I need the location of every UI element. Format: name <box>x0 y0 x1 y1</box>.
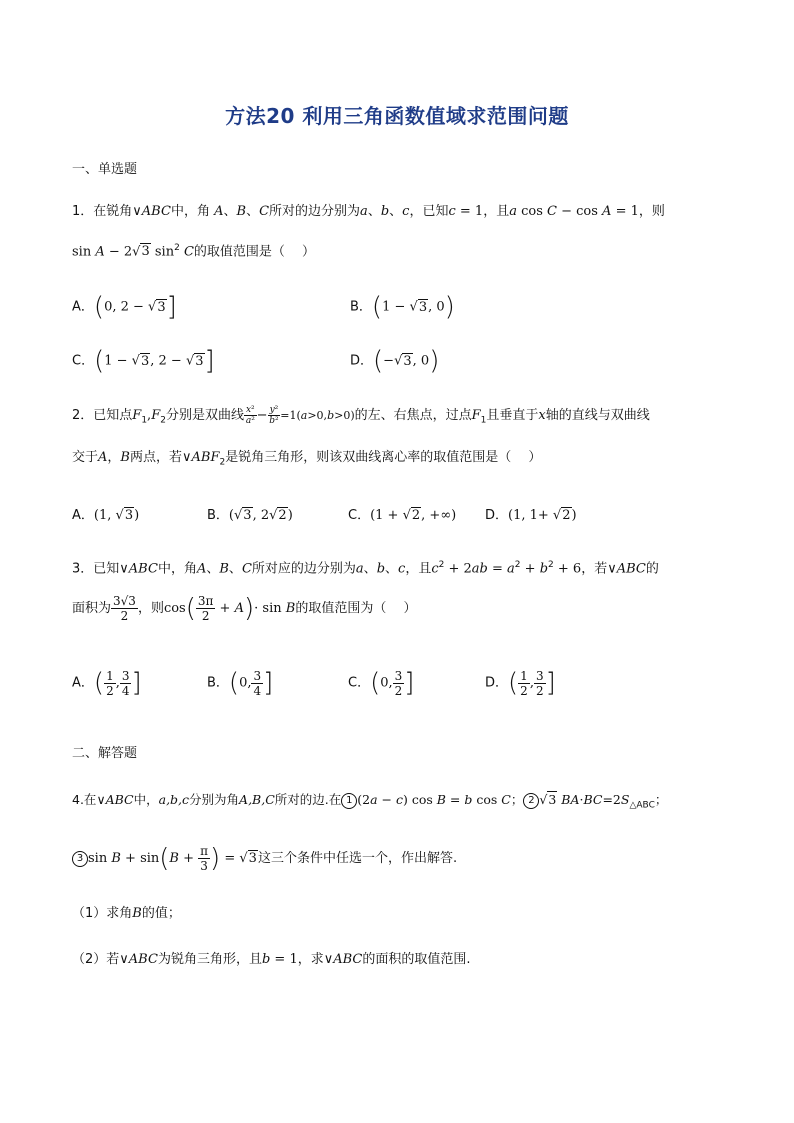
q2-option-a[interactable]: A．(1, √3) <box>72 508 140 523</box>
q3-option-a[interactable]: A．( $\frac{1}{2}$ , $\frac{3}{4}$ ] <box>72 668 142 698</box>
question-1-line-2: sin A − 2√3 $\sin^2 C$的取值范围是（ ） <box>72 243 316 260</box>
question-4-part-2: （2）若∨ABC为锐角三角形，且b = 1，求∨ABC的面积的取值范围. <box>72 952 471 967</box>
section-heading-single-choice: 一、单选题 <box>72 162 138 177</box>
q3-option-d[interactable]: D．( $\frac{1}{2}$ , $\frac{3}{2}$ ] <box>485 668 556 698</box>
question-4-line-1: 4.在∨ABC中，a,b,c分别为角A,B,C所对的边.在 1 (2a − c) cos B = b cos C； 2 √3 $BA\cdot BC=2S_{\triangle ABC}$； <box>72 792 668 811</box>
question-3-line-2: 面积为 $\frac{3√3}{2}$ ，则cos( $\frac{3\pi}{2}$ + A)· sin B的取值范围为（ ） <box>72 593 417 624</box>
question-2-line-1: 2．已知点$F_1,F_2$分别是双曲线 $\frac{\text{x²}}{\text{a²}}$ − $\frac{\text{y²}}{\text{b²}}$ =1(a>0,b>0)的左、右焦点，过点$F_1$且垂直于x轴的直线与双曲线 <box>72 405 650 426</box>
question-4-line-2: 3 sin B + sin(B + $\frac{\pi}{3}$ ) = √3这三个条件中任选一个，作出解答. <box>72 844 457 873</box>
q2-option-b[interactable]: B．(√3, 2√2) <box>207 508 293 523</box>
question-1-line-1: 1．在锐角∨ABC中，角 A、B、C所对的边分别为a、b、c，已知c = 1，且a cos C − cos A = 1，则 <box>72 204 665 219</box>
question-4-part-1: （1）求角B的值； <box>72 906 181 921</box>
q2-option-c[interactable]: C．(1 + √2, +∞) <box>348 508 457 523</box>
question-3-line-1: 3．已知∨ABC中，角A、B、C所对应的边分别为a、b、c，且$c^2 + 2ab = a^2 + b^2 + 6$，若∨ABC的 <box>72 560 659 577</box>
section-heading-answer-questions: 二、解答题 <box>72 746 138 761</box>
page-title: 方法20 利用三角函数值域求范围问题 <box>225 104 569 128</box>
q1-option-c[interactable]: C．(1 − √3, 2 − √3] <box>72 346 215 376</box>
question-2-line-2: 交于A，B两点，若$\vee ABF_2$是锐角三角形，则该双曲线离心率的取值范围是（ ） <box>72 450 542 468</box>
q3-option-b[interactable]: B．(0, $\frac{3}{4}$ ] <box>207 668 274 698</box>
q3-option-c[interactable]: C．(0, $\frac{3}{2}$ ] <box>348 668 415 698</box>
q2-option-d[interactable]: D．(1, 1+ √2) <box>485 508 577 523</box>
q1-option-a[interactable]: A．(0, 2 − √3] <box>72 292 177 322</box>
q1-option-b[interactable]: B．(1 − √3, 0) <box>350 292 455 322</box>
q1-option-d[interactable]: D．(−√3, 0) <box>350 346 440 376</box>
